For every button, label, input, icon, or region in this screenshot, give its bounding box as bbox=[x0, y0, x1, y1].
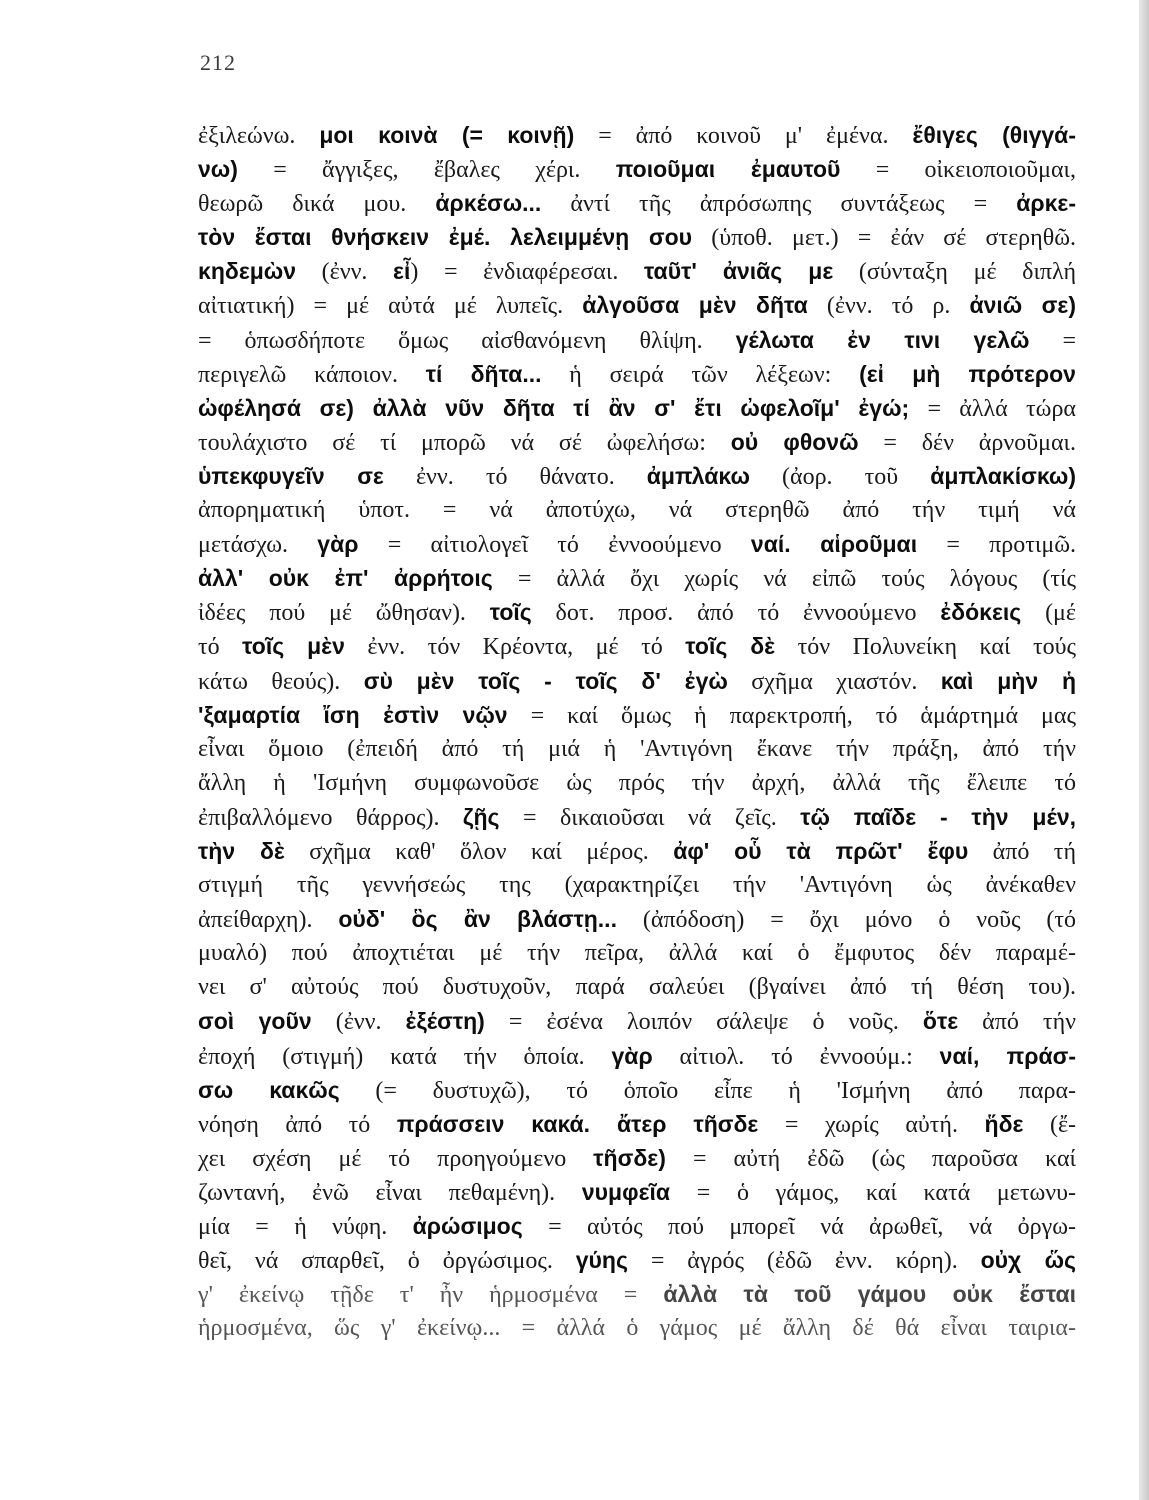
lemma-bold: τὴν δὲ bbox=[198, 837, 285, 864]
text-line bbox=[198, 698, 1076, 732]
lemma-bold: ἀμπλάκω bbox=[646, 462, 750, 489]
text-line bbox=[198, 1243, 1076, 1277]
lemma-bold: οὐχ ὥς bbox=[980, 1247, 1076, 1274]
commentary-span: μετάσχω. bbox=[198, 532, 318, 559]
commentary-span: = αἰτιολογεῖ τό ἐννοούμενο bbox=[358, 532, 751, 559]
lemma-bold: ποιοῦμαι ἐμαυτοῦ bbox=[615, 156, 841, 183]
commentary-span: ἀντί τῆς ἀπρόσωπης συντάξεως = bbox=[541, 191, 1017, 218]
lemma-bold: εἶ bbox=[393, 258, 411, 285]
commentary-span: = χωρίς αὐτή. bbox=[758, 1111, 985, 1138]
text-line bbox=[198, 459, 1076, 493]
commentary-span: χει σχέση μέ τό προηγούμενο bbox=[198, 1145, 594, 1172]
commentary-span: εἶναι ὅμοιο (ἐπειδή ἀπό τή μιά ἡ 'Αντιγόνη ἔκανε τήν πράξη, ἀπό τήν bbox=[198, 735, 1076, 762]
lemma-bold: ὠφέλησά σε) ἀλλὰ νῦν δῆτα τί ἂν σ' ἔτι ὠφελοῖμ' ἐγώ; bbox=[198, 394, 910, 421]
commentary-span: περιγελῶ κάποιον. bbox=[198, 361, 426, 388]
commentary-span: ἐποχή (στιγμή) κατά τήν ὁποία. bbox=[198, 1043, 612, 1070]
text-line bbox=[198, 220, 1076, 254]
commentary-span: (σύνταξη μέ διπλή bbox=[833, 259, 1077, 286]
commentary-span: νει σ' αὐτούς πού δυστυχοῦν, παρά σαλεύει (βγαίνει ἀπό τή θέση του). bbox=[198, 974, 1076, 1001]
text-line bbox=[198, 629, 1076, 663]
commentary-span: τόν Πολυνείκη καί τούς bbox=[775, 634, 1076, 661]
commentary-text bbox=[198, 118, 1076, 1345]
lemma-bold: οὐ φθονῶ bbox=[730, 428, 859, 455]
commentary-span: ἐξιλεώνω. bbox=[198, 123, 320, 149]
lemma-bold: ἀρώσιμος bbox=[412, 1213, 523, 1239]
text-line bbox=[198, 1107, 1076, 1141]
commentary-span: σχῆμα χιαστόν. bbox=[727, 668, 941, 695]
lemma-bold: τοῖς bbox=[489, 599, 532, 626]
commentary-span: = καί ὅμως ἡ παρεκτροπή, τό ἁμάρτημά μας bbox=[507, 702, 1076, 729]
text-line bbox=[198, 936, 1076, 970]
lemma-bold: οὐδ' ὃς ἂν βλάστῃ... bbox=[338, 906, 617, 933]
commentary-span: δοτ. προσ. ἀπό τό ἐννοούμενο bbox=[531, 600, 941, 627]
lemma-bold: ὅτε bbox=[922, 1008, 959, 1035]
commentary-span: ἀπορηματική ὑποτ. = νά ἀποτύχω, νά στερηθῶ ἀπό τήν τιμή νά bbox=[198, 497, 1076, 524]
lemma-bold: μοι κοινὰ (= κοινῇ) bbox=[319, 122, 575, 148]
lemma-bold: γὰρ bbox=[611, 1042, 653, 1069]
commentary-span: τουλάχιστο σέ τί μπορῶ νά σέ ὠφελήσω: bbox=[198, 429, 731, 456]
lemma-bold: τί δῆτα... bbox=[425, 360, 542, 387]
lemma-bold: νυμφεῖα bbox=[581, 1178, 671, 1205]
text-line bbox=[198, 1175, 1076, 1209]
commentary-span: ἡρμοσμένα, ὥς γ' ἐκείνῳ... = ἀλλά ὁ γάμος μέ ἄλλη δέ θά εἶναι ταιρια- bbox=[198, 1315, 1076, 1342]
text-line bbox=[198, 1073, 1076, 1107]
commentary-span: (ὑποθ. μετ.) = ἐάν σέ στερηθῶ. bbox=[692, 225, 1077, 252]
commentary-span: τό bbox=[198, 634, 243, 661]
commentary-span: = αὐτός πού μπορεῖ νά ἀρωθεῖ, νά ὀργω- bbox=[522, 1214, 1076, 1240]
lemma-bold: νω) bbox=[198, 156, 238, 183]
lemma-bold: πράσσειν κακά. ἄτερ τῆσδε bbox=[396, 1110, 759, 1137]
commentary-span: = δικαιοῦσαι νά ζεῖς. bbox=[499, 804, 801, 831]
commentary-span: ἰδέες πού μέ ὤθησαν). bbox=[198, 600, 490, 627]
text-line bbox=[198, 425, 1076, 459]
commentary-span: = ὁπωσδήποτε ὅμως αἰσθανόμενη θλίψη. bbox=[198, 327, 736, 354]
page-number: 212 bbox=[200, 50, 236, 75]
lemma-bold: ἀλγοῦσα μὲν δῆτα bbox=[582, 292, 808, 319]
lemma-bold: τῆσδε) bbox=[593, 1144, 666, 1171]
commentary-span: μυαλό) πού ἀποχτιέται μέ τήν πεῖρα, ἀλλά καί ὁ ἔμφυτος δέν παραμέ- bbox=[198, 940, 1076, 967]
commentary-span: (ἐνν. τό ρ. bbox=[807, 293, 970, 320]
commentary-span: (ἐνν. bbox=[311, 1009, 406, 1036]
commentary-span: = ἄγγιξες, ἔβαλες χέρι. bbox=[237, 157, 616, 184]
commentary-span: = ἀλλά ὄχι χωρίς νά εἰπῶ τούς λόγους (τίς bbox=[492, 566, 1076, 593]
lemma-bold: τοῖς δὲ bbox=[685, 633, 776, 660]
commentary-span: σχῆμα καθ' ὅλον καί μέρος. bbox=[284, 838, 674, 865]
lemma-bold: ἀρκε- bbox=[1016, 190, 1076, 217]
lemma-bold: ναί. αἱροῦμαι bbox=[750, 531, 918, 558]
text-line bbox=[198, 493, 1076, 527]
lemma-bold: κηδεμὼν bbox=[198, 258, 297, 285]
lemma-bold: τοῖς μὲν bbox=[242, 633, 345, 660]
lemma-bold: γέλωτα ἐν τινι γελῶ bbox=[735, 326, 1030, 353]
lemma-bold: ζῇς bbox=[462, 803, 500, 830]
commentary-span: ἐπιβαλλόμενο θάρρος). bbox=[198, 804, 463, 831]
lemma-bold: τῷ παῖδε - τὴν μέν, bbox=[800, 803, 1077, 830]
commentary-span: (ἐνν. bbox=[296, 259, 394, 286]
lemma-bold: ἀλλ' οὐκ ἐπ' ἀρρήτοις bbox=[198, 565, 493, 592]
commentary-span: ἀπό τή bbox=[968, 838, 1077, 865]
commentary-span: = ὁ γάμος, καί κατά μετωνυ- bbox=[670, 1179, 1076, 1206]
commentary-span: = ἐσένα λοιπόν σάλεψε ὁ νοῦς. bbox=[484, 1009, 923, 1036]
text-line bbox=[198, 732, 1076, 766]
text-line bbox=[198, 323, 1076, 357]
text-line bbox=[198, 595, 1076, 629]
text-line bbox=[198, 1311, 1076, 1345]
text-line bbox=[198, 1039, 1076, 1073]
text-line bbox=[198, 664, 1076, 698]
lemma-bold: ἥδε bbox=[984, 1110, 1024, 1137]
commentary-span: = bbox=[1029, 327, 1077, 354]
lemma-bold: 'ξαμαρτία ἴση ἐστὶν νῷν bbox=[198, 701, 508, 728]
commentary-span: = αὐτή ἐδῶ (ὡς παροῦσα καί bbox=[665, 1145, 1076, 1172]
text-line bbox=[198, 1277, 1076, 1311]
commentary-span: αἰτιολ. τό ἐννοούμ.: bbox=[652, 1043, 940, 1070]
text-line bbox=[198, 561, 1076, 595]
lemma-bold: ἐξέστη) bbox=[405, 1008, 485, 1035]
text-line bbox=[198, 970, 1076, 1004]
commentary-span: ζωντανή, ἐνῶ εἶναι πεθαμένη). bbox=[198, 1179, 582, 1206]
commentary-span: θεῖ, νά σπαρθεῖ, ὁ ὀργώσιμος. bbox=[198, 1248, 576, 1275]
commentary-span: = οἰκειοποιοῦμαι, bbox=[840, 157, 1076, 184]
text-line bbox=[198, 834, 1076, 868]
text-line bbox=[198, 254, 1076, 288]
text-line bbox=[198, 800, 1076, 834]
commentary-span: αἰτιατική) = μέ αὐτά μέ λυπεῖς. bbox=[198, 293, 583, 320]
lemma-bold: γύης bbox=[575, 1247, 628, 1274]
lemma-bold: ταῦτ' ἀνιᾶς με bbox=[643, 258, 834, 285]
commentary-span: ἀπείθαρχη). bbox=[198, 907, 339, 934]
lemma-bold: καὶ μὴν ἡ bbox=[940, 667, 1076, 694]
text-line bbox=[198, 527, 1076, 561]
commentary-span: θεωρῶ δικά μου. bbox=[198, 191, 436, 218]
text-line bbox=[198, 152, 1076, 186]
lemma-bold: ἐδόκεις bbox=[940, 599, 1022, 626]
commentary-span: γ' ἐκείνῳ τῇδε τ' ἦν ἡρμοσμένα = bbox=[198, 1282, 664, 1309]
text-line bbox=[198, 766, 1076, 800]
commentary-span: μία = ἡ νύφη. bbox=[198, 1214, 413, 1240]
text-line bbox=[198, 186, 1076, 220]
lemma-bold: ἔθιγες (θιγγά- bbox=[912, 122, 1076, 148]
commentary-span: ἡ σειρά τῶν λέξεων: bbox=[541, 361, 860, 388]
commentary-span: ἐνν. τό θάνατο. bbox=[383, 463, 647, 490]
commentary-span: (ἔ- bbox=[1023, 1111, 1077, 1138]
lemma-bold: ἀνιῶ σε) bbox=[969, 292, 1076, 319]
commentary-span: ἀπό τήν bbox=[958, 1009, 1076, 1036]
lemma-bold: ἀλλὰ τὰ τοῦ γάμου οὐκ ἔσται bbox=[663, 1281, 1076, 1308]
text-line bbox=[198, 357, 1076, 391]
commentary-span: (ἀπόδοση) = ὄχι μόνο ὁ νοῦς (τό bbox=[616, 907, 1077, 934]
lemma-bold: γὰρ bbox=[317, 531, 359, 558]
scan-edge-shadow bbox=[1139, 0, 1149, 1500]
lemma-bold: σοὶ γοῦν bbox=[198, 1008, 312, 1035]
commentary-span: στιγμή τῆς γεννήσεώς της (χαρακτηρίζει τήν 'Αντιγόνη ὡς ἀνέκαθεν bbox=[198, 872, 1076, 899]
commentary-span: = προτιμῶ. bbox=[917, 532, 1077, 559]
lemma-bold: ἀφ' οὗ τὰ πρῶτ' ἔφυ bbox=[673, 837, 969, 864]
commentary-span: (μέ bbox=[1021, 600, 1077, 627]
commentary-span: = ἀγρός (ἐδῶ ἐνν. κόρη). bbox=[627, 1248, 981, 1275]
lemma-bold: ἀμπλακίσκω) bbox=[930, 462, 1076, 489]
commentary-span: (ἀορ. τοῦ bbox=[749, 463, 931, 490]
text-line bbox=[198, 391, 1076, 425]
text-line bbox=[198, 1141, 1076, 1175]
text-line bbox=[198, 1004, 1076, 1038]
commentary-span: (= δυστυχῶ), τό ὁποῖο εἶπε ἡ 'Ισμήνη ἀπό παρα- bbox=[339, 1077, 1077, 1104]
commentary-span: = ἀλλά τώρα bbox=[909, 395, 1077, 422]
commentary-span: νόηση ἀπό τό bbox=[198, 1111, 397, 1138]
text-line bbox=[198, 118, 1076, 152]
commentary-span: ) = ἐνδιαφέρεσαι. bbox=[410, 259, 644, 286]
lemma-bold: σω κακῶς bbox=[198, 1076, 340, 1103]
lemma-bold: τὸν ἔσται θνήσκειν ἐμέ. λελειμμένῃ σου bbox=[198, 224, 693, 251]
text-line bbox=[198, 868, 1076, 902]
lemma-bold: ὑπεκφυγεῖν σε bbox=[198, 462, 384, 489]
commentary-span: = ἀπό κοινοῦ μ' ἐμένα. bbox=[574, 123, 913, 149]
lemma-bold: ἀρκέσω... bbox=[435, 190, 542, 217]
lemma-bold: ναί, πράσ- bbox=[939, 1042, 1076, 1069]
commentary-span: = δέν ἀρνοῦμαι. bbox=[858, 429, 1076, 456]
text-line bbox=[198, 1209, 1076, 1243]
text-line bbox=[198, 288, 1076, 322]
text-line bbox=[198, 902, 1076, 936]
commentary-span: ἐνν. τόν Κρέοντα, μέ τό bbox=[344, 634, 686, 661]
commentary-span: ἄλλη ἡ 'Ισμήνη συμφωνοῦσε ὡς πρός τήν ἀρχή, ἀλλά τῆς ἔλειπε τό bbox=[198, 769, 1076, 796]
commentary-span: κάτω θεούς). bbox=[198, 668, 364, 695]
lemma-bold: (εἰ μὴ πρότερον bbox=[859, 360, 1076, 387]
lemma-bold: σὺ μὲν τοῖς - τοῖς δ' ἐγὼ bbox=[363, 667, 728, 694]
